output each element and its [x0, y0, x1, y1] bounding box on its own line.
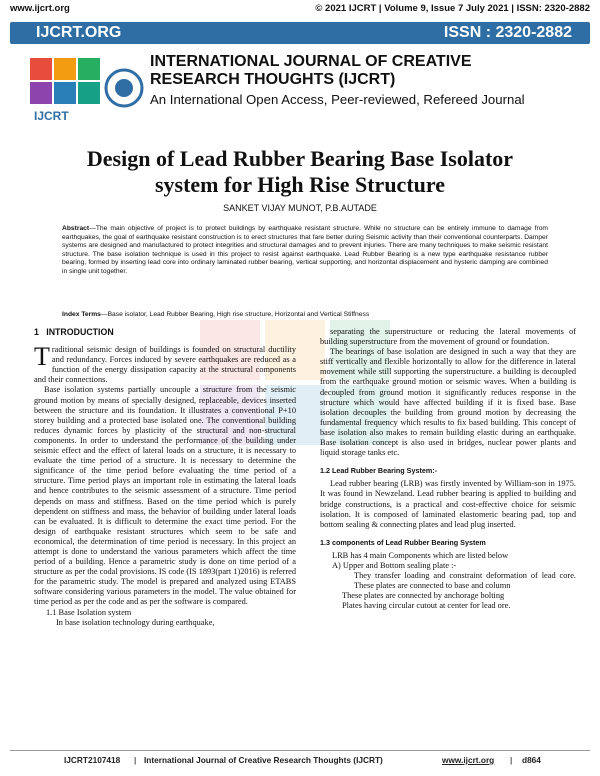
paper-title-line2: system for High Rise Structure: [154, 172, 446, 197]
subsection-1-1-heading: 1.1 Base Isolation system: [46, 607, 132, 617]
footer-divider: [10, 750, 590, 751]
paragraph-r6: They transfer loading and constraint deformation of lead core. These plates are connected to base and column: [354, 571, 576, 591]
paragraph-2: Base isolation systems partially uncouple a structure from the seismic ground motion by means of specially designed, replaceable, devices inserted between the structure and its foundation. It illustrates a conventional P+10 storey building and a protected base isolated one. The conventional building reduces dynamic forces by plasticity of the structural and non-structural components. In order to understand the performance of the building under seismic effect and the effect of lateral loads on a structure, it is necessary to evaluate the time period of a structure. It is necessary to determine the significance of the time period before evaluating the time period of a structure. Time period plays an important role in estimating the lateral loads and hence contributes to the seismic assessment of a structure. Time period depends on mass and stiffness. Based on the time period which is purely dependent on stiffness and mass, the behavior of building under lateral loads can be evaluated. It is difficult to determine the exact time period. For the design of earthquake resistant structures which seem to be safe and economical, the determination of time period is necessary. In this project an attempt is done to understand the various parameters which affect the time period of a building. Hence a parametric study is done on time period of a structure as per the codal provisions. IS code (IS 1893(part 1)2016) is referred for the parametric study. The model is prepared and analyzed using ETABS software considering various parameters in the model. The value obtained for time period as per the code and as per the software is compared.: [34, 385, 296, 607]
paper-title: [40, 146, 560, 198]
section-1-number: 1: [34, 327, 39, 337]
journal-title-line2: RESEARCH THOUGHTS (IJCRT): [150, 71, 396, 88]
banner-site: IJCRT.ORG: [36, 24, 122, 41]
intro-paragraph: [34, 342, 296, 385]
paragraph-r1: separating the superstructure or reducing the lateral movements of building superstructure from the movement of ground or foundation.: [320, 327, 576, 347]
paragraph-r8: Plates having circular cutout at center for lead ore.: [342, 601, 511, 611]
abstract-text: —The main objective of project is to protect buildings by earthquake resistant structure. While no structure can be entirely immune to damage from earthquakes, the goal of earthquake resistant construction is to erect structures that fare better during Seismic activity than their conventional counterparts. Damper systems are designed and manufactured to protect integrities and structural damages and to prevent injuries. There are many techniques to make seismic resistant structure. The base isolation technique is used in this project to resist against earthquake. Lead Rubber Bearing is a new type earthquake resistance rubber bearing, formed by inserting lead core into ordinary laminated rubber bearing, vertical supporting, and horizontal displacement and hysteric damping are combined in single unit together.: [62, 225, 548, 275]
paragraph-r2: The bearings of base isolation are designed in such a way that they are stiff vertically and flexible horizontally to allow for the difference in lateral movement while still supporting the superstructure. a building is decoupled from the earthquake ground motion or seismic waves. When a building is decoupled from ground motion it significantly reduces response in the structure which would have affected building if it is fixed base. Base isolation decouples the building from ground motion by decreasing the fundamental frequency which results to fix based building. This concept of base isolation also makes to remain building elastic during an earthquake. Base isolation concept is also used in bridges, nuclear power plants and liquid storage tanks etc.: [320, 347, 576, 458]
drop-cap: T: [34, 342, 50, 372]
subsection-1-3-heading: 1.3 components of Lead Rubber Bearing System: [320, 537, 486, 547]
journal-subtitle: An International Open Access, Peer-reviewed, Refereed Journal: [150, 92, 525, 107]
footer-page-number: d864: [522, 755, 541, 765]
paragraph-r7: These plates are connected by anchorage bolting: [342, 591, 505, 601]
footer-journal-name: International Journal of Creative Research Thoughts (IJCRT): [144, 755, 383, 765]
abstract: [62, 225, 548, 277]
intro-text: raditional seismic design of buildings is founded on structural ductility and redundancy. Forces induced by severe earthquakes are reduced as a function of the energy dissipation capacity at the structural components and their connections.: [34, 345, 296, 385]
paragraph-r4: LRB has 4 main Components which are listed below: [332, 550, 509, 560]
journal-title-line1: INTERNATIONAL JOURNAL OF CREATIVE: [150, 53, 472, 70]
section-1-title: INTRODUCTION: [46, 327, 114, 337]
footer-separator-2: |: [510, 755, 513, 765]
paragraph-3: In base isolation technology during earthquake,: [56, 617, 215, 627]
right-column: [320, 327, 576, 611]
logo-text: IJCRT: [34, 109, 69, 123]
footer-paper-id: IJCRT2107418: [64, 755, 121, 765]
index-text: —Base isolator, Lead Rubber Bearing, High rise structure, Horizontal and Vertical Stiffness: [100, 311, 370, 318]
paragraph-r3: Lead rubber bearing (LRB) was firstly invented by William-son in 1975. It was found in Newzeland. Lead rubber bearing is applied to building and bridge constructions, is a practical and cost-effective choice for seismic isolation. It is composed of laminated elastomeric bearing pad, top and bottom sealing & connecting plates and lead plug inserted.: [320, 479, 576, 529]
footer-url-link[interactable]: www.ijcrt.org: [442, 755, 495, 765]
website-text[interactable]: www.ijcrt.org: [10, 3, 70, 14]
paper-title-line1: Design of Lead Rubber Bearing Base Isolator: [86, 146, 514, 171]
journal-title: [150, 53, 472, 89]
section-1-heading: [34, 327, 296, 337]
list-item-a: A) Upper and Bottom sealing plate :-: [332, 560, 457, 570]
banner-issn: ISSN : 2320-2882: [443, 24, 572, 41]
subsection-1-2-heading: 1.2 Lead Rubber Bearing System:-: [320, 466, 438, 476]
journal-banner: [10, 22, 590, 44]
top-header: [10, 3, 590, 15]
footer-separator-1: |: [134, 755, 137, 765]
left-column: [34, 327, 296, 628]
issue-info: © 2021 IJCRT | Volume 9, Issue 7 July 2021 | ISSN: 2320-2882: [315, 3, 590, 14]
index-terms: [62, 311, 552, 318]
footer: [10, 755, 590, 769]
authors: SANKET VIJAY MUNOT, P.B.AUTADE: [223, 203, 377, 213]
index-label: Index Terms: [62, 311, 101, 318]
ijcrt-logo-icon: [28, 50, 146, 126]
abstract-label: Abstract: [62, 225, 90, 232]
